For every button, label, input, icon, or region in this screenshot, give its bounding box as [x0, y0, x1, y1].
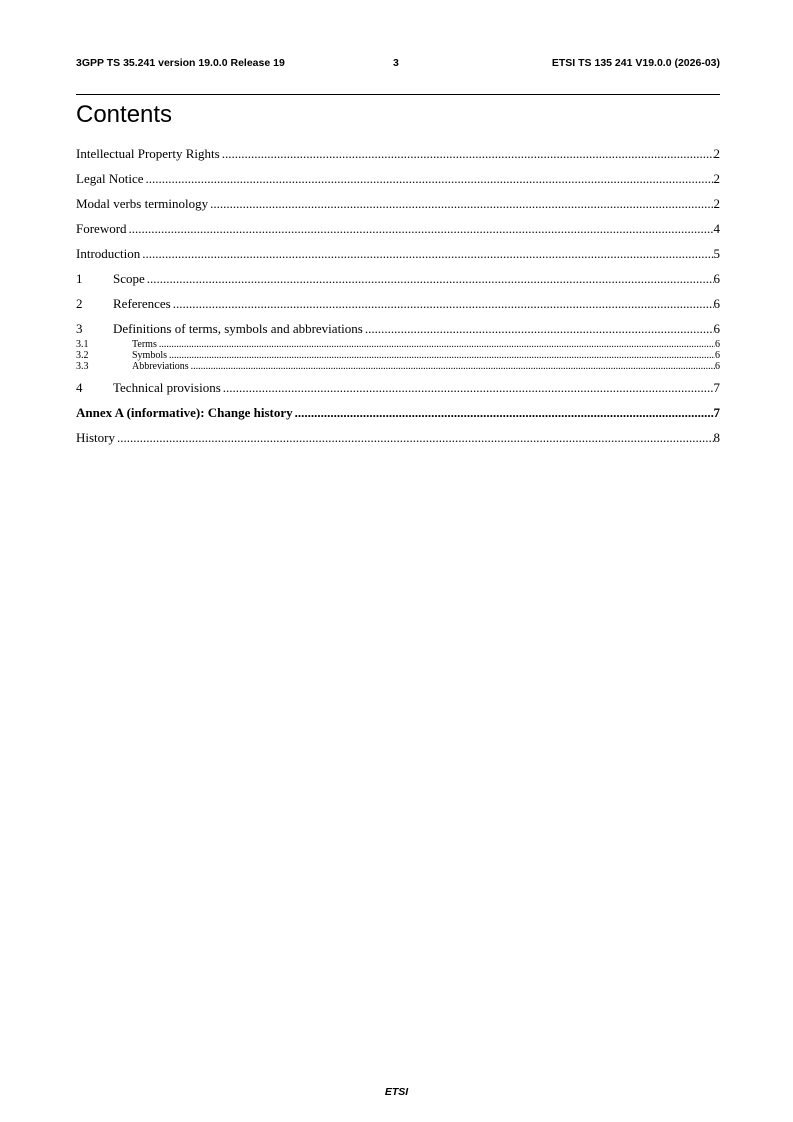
toc-entry[interactable]: [76, 196, 720, 213]
toc-entry-title: Legal Notice: [76, 171, 144, 186]
toc-dot-leader: [169, 350, 715, 361]
toc-dot-leader: [173, 296, 714, 312]
toc-entry-page: 6: [715, 339, 720, 350]
toc-entry-number: 3.1: [76, 339, 89, 350]
header-page-number: 3: [393, 57, 399, 69]
toc-dot-leader: [223, 380, 714, 396]
header-spec-version: 3GPP TS 35.241 version 19.0.0 Release 19: [76, 57, 285, 69]
toc-entry-number: 3.2: [76, 350, 89, 361]
toc-entry-number: 2: [76, 296, 83, 311]
toc-entry[interactable]: [76, 171, 720, 188]
toc-entry-title: Symbols: [132, 350, 168, 361]
page-footer: ETSI: [384, 1086, 409, 1098]
toc-entry-page: 2: [713, 196, 720, 211]
toc-entry-page: 8: [713, 430, 720, 445]
toc-entry-title: Modal verbs terminology: [76, 196, 209, 211]
toc-entry[interactable]: [76, 361, 720, 372]
toc-dot-leader: [159, 339, 715, 350]
toc-entry-page: 4: [713, 221, 720, 236]
toc-dot-leader: [365, 321, 714, 337]
page-header: [76, 57, 720, 71]
toc-entry[interactable]: [76, 339, 720, 350]
toc-entry-title: Annex A (informative): Change history: [76, 405, 293, 420]
toc-dot-leader: [146, 171, 714, 187]
toc-dot-leader: [210, 196, 713, 212]
toc-entry-page: 6: [713, 271, 720, 286]
toc-entry-number: 4: [76, 380, 83, 395]
toc-entry-title: Introduction: [76, 246, 141, 261]
toc-entry-page: 6: [715, 361, 720, 372]
toc-entry-title: History: [76, 430, 115, 445]
toc-entry-page: 6: [713, 296, 720, 311]
toc-entry-number: 3: [76, 321, 83, 336]
toc-entry-title: Technical provisions: [113, 380, 221, 395]
toc-entry-title: Intellectual Property Rights: [76, 146, 220, 161]
toc-entry-page: 2: [713, 146, 720, 161]
toc-entry-title: References: [113, 296, 171, 311]
toc-entry-title: Definitions of terms, symbols and abbreviations: [113, 321, 363, 336]
toc-entry-page: 2: [713, 171, 720, 186]
toc-entry-page: 6: [713, 321, 720, 336]
toc-entry-page: 7: [713, 405, 720, 420]
toc-dot-leader: [147, 271, 714, 287]
toc-entry-page: 7: [713, 380, 720, 395]
toc-entry-title: Scope: [113, 271, 145, 286]
toc-entry[interactable]: [76, 221, 720, 238]
toc-dot-leader: [129, 221, 714, 237]
toc-entry[interactable]: [76, 296, 720, 313]
toc-entry-number: 3.3: [76, 361, 89, 372]
toc-entry-page: 5: [713, 246, 720, 261]
toc-dot-leader: [295, 405, 714, 421]
toc-dot-leader: [142, 246, 713, 262]
toc-entry[interactable]: [76, 405, 720, 422]
toc-dot-leader: [222, 146, 714, 162]
toc-entry-title: Abbreviations: [132, 361, 189, 372]
toc-entry[interactable]: [76, 380, 720, 397]
toc-entry-page: 6: [715, 350, 720, 361]
toc-entry-number: 1: [76, 271, 83, 286]
page-title: Contents: [76, 101, 173, 128]
toc-entry[interactable]: [76, 321, 720, 338]
toc-dot-leader: [117, 430, 714, 446]
header-etsi-reference: ETSI TS 135 241 V19.0.0 (2026-03): [551, 57, 720, 69]
toc-entry-title: Terms: [132, 339, 157, 350]
toc-entry-title: Foreword: [76, 221, 127, 236]
toc-entry[interactable]: [76, 350, 720, 361]
toc-entry[interactable]: [76, 271, 720, 288]
table-of-contents: [76, 146, 720, 447]
toc-entry[interactable]: [76, 246, 720, 263]
toc-dot-leader: [191, 361, 715, 372]
header-rule: [76, 94, 720, 95]
toc-entry[interactable]: [76, 146, 720, 163]
toc-entry[interactable]: [76, 430, 720, 447]
